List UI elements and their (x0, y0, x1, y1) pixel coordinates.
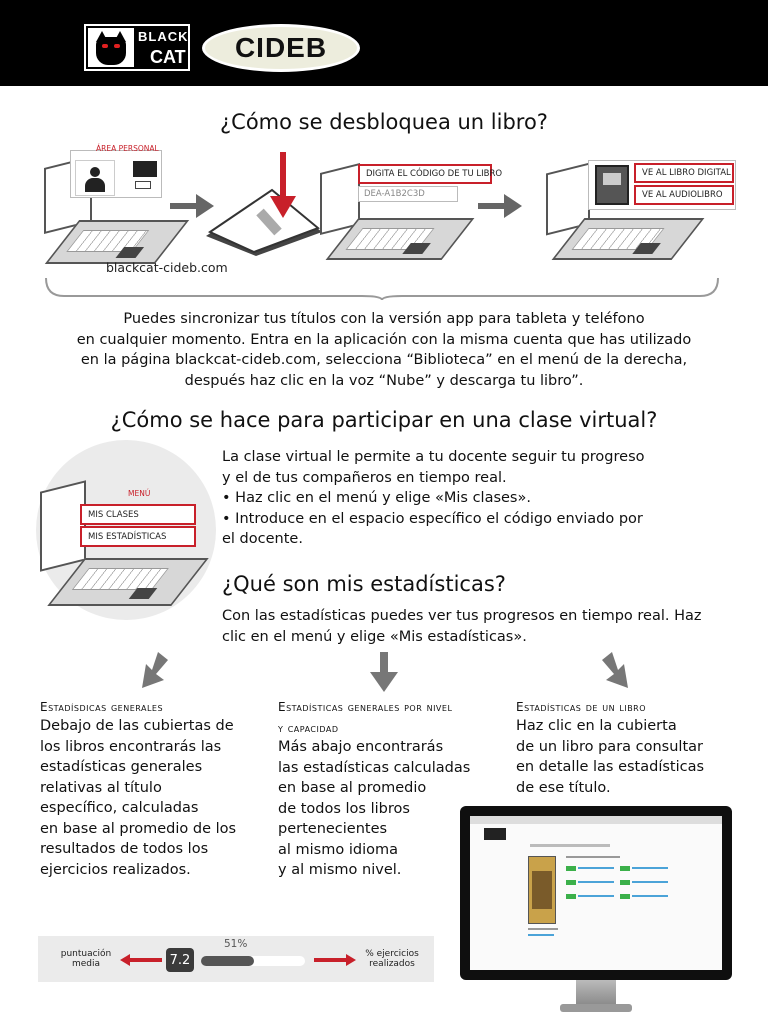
logo-word-cat: CAT (150, 47, 186, 67)
cat-icon (88, 28, 134, 67)
virtual-class-line: y el de tus compañeros en tiempo real. (222, 469, 507, 486)
site-url-label: blackcat-cideb.com (106, 260, 228, 275)
menu-title: MENÚ (128, 489, 151, 498)
code-label-text: DIGITA EL CÓDIGO DE TU LIBRO (366, 169, 503, 179)
general-stats-line: estadísticas generales (40, 759, 203, 775)
general-stats-line: los libros encontrarás las (40, 738, 222, 755)
score-bar-strip (38, 936, 434, 982)
average-score-label-line: puntuación (60, 949, 112, 959)
average-score-label (54, 949, 118, 969)
general-stats-line: ejercicios realizados. (40, 861, 191, 878)
black-cat-logo (84, 24, 190, 71)
level-stats-line: Más abajo encontrarás (278, 739, 444, 755)
average-score-badge: 7.2 (166, 948, 194, 972)
menu-item-my-classes[interactable] (80, 504, 196, 525)
arrow-right-icon (478, 194, 522, 218)
sync-line: en la página blackcat-cideb.com, selecciona “Biblioteca” en el menú de la derecha, (80, 352, 688, 368)
completed-progress-bar (201, 956, 305, 966)
monitor-foot (560, 1004, 632, 1012)
section-unlock-title (0, 110, 768, 134)
personal-area-panel (70, 150, 162, 198)
section-unlock-title-text: ¿Cómo se desbloquea un libro? (220, 110, 548, 134)
completed-exercises-label-line: realizados (369, 959, 415, 969)
book-stats-body (516, 716, 746, 798)
virtual-class-line: • Introduce en el espacio específico el código enviado por (222, 510, 643, 527)
go-to-digital-book-label: VE AL LIBRO DIGITAL (642, 168, 731, 178)
monitor-illustration (460, 806, 732, 980)
go-to-audiobook-button[interactable] (634, 185, 734, 205)
book-stats-heading (516, 697, 746, 718)
arrow-down-icon (368, 652, 400, 694)
code-input-value: DEA-A1B2C3D (364, 189, 425, 199)
sync-paragraph (20, 309, 748, 391)
arrow-right-red-icon (314, 954, 356, 966)
menu-item-my-classes-label: MIS CLASES (88, 509, 139, 520)
book-stats-line: de ese título. (516, 779, 611, 796)
general-stats-heading (40, 697, 270, 718)
completed-exercises-label (356, 949, 428, 969)
level-stats-heading (278, 697, 514, 739)
monitor-stand (576, 980, 616, 1006)
sync-line: después haz clic en la voz “Nube” y descarga tu libro”. (184, 372, 584, 389)
general-stats-body (40, 716, 270, 880)
section-statistics-title: ¿Qué son mis estadísticas? (222, 572, 506, 596)
cideb-logo (202, 24, 360, 72)
section-virtual-class-title (0, 408, 768, 432)
book-stats-heading-line: Estadísticas de un libro (516, 700, 647, 714)
average-score-label-line: media (71, 959, 101, 969)
sync-line: en cualquier momento. Entra en la aplicación con la misma cuenta que has utilizado (76, 331, 692, 348)
statistics-line: Con las estadísticas puedes ver tus progresos en tiempo real. Haz (222, 608, 702, 624)
book-unlock-illustration (204, 152, 324, 256)
virtual-class-line: • Haz clic en el menú y elige «Mis clases». (222, 490, 531, 506)
general-stats-line: en base al promedio de los (40, 820, 237, 837)
level-stats-line: y al mismo nivel. (278, 862, 402, 878)
go-to-audiobook-label: VE AL AUDIOLIBRO (642, 190, 723, 200)
level-stats-heading-line: Estadísticas generales por nivel (278, 700, 453, 714)
statistics-paragraph (222, 606, 752, 647)
dea-logo-icon (135, 181, 151, 189)
sync-line: Puedes sincronizar tus títulos con la versión app para tableta y teléfono (123, 311, 645, 327)
menu-item-my-statistics-label: MIS ESTADÍSTICAS (88, 531, 167, 542)
level-stats-line: las estadísticas calculadas (278, 759, 471, 776)
go-to-digital-book-button[interactable] (634, 163, 734, 183)
completed-percent-label: 51% (224, 938, 248, 950)
statistics-line: clic en el menú y elige «Mis estadísticas». (222, 628, 527, 645)
arrow-down-left-icon (138, 652, 172, 692)
virtual-class-line: el docente. (222, 531, 303, 547)
completed-progress-fill (201, 956, 254, 966)
general-stats-line: específico, calculadas (40, 800, 199, 816)
user-avatar-icon (75, 160, 115, 196)
level-stats-heading-line: y capacidad (278, 721, 339, 735)
level-stats-line: pertenecientes (278, 821, 388, 837)
general-stats-line: Debajo de las cubiertas de (40, 718, 234, 734)
cideb-logo-text: CIDEB (234, 32, 328, 63)
area-personal-label: ÁREA PERSONAL (96, 144, 159, 153)
virtual-class-line: La clase virtual le permite a tu docente seguir tu progreso (222, 449, 645, 465)
book-cover-thumbnail[interactable] (528, 856, 556, 924)
virtual-class-paragraph (222, 447, 742, 550)
header-bar (0, 0, 768, 86)
level-stats-line: al mismo idioma (278, 841, 398, 858)
section-virtual-class-title-text: ¿Cómo se hace para participar en una clase virtual? (110, 408, 658, 432)
book-stats-line: de un libro para consultar (516, 738, 703, 755)
general-stats-heading-line: Estadísdicas generales (40, 700, 164, 714)
code-input-field[interactable] (358, 186, 458, 202)
logo-word-black: BLACK (138, 29, 189, 44)
book-stats-line: en detalle las estadísticas (516, 759, 705, 775)
black-cat-mini-logo (133, 161, 157, 177)
arrow-down-right-icon (598, 652, 632, 692)
general-stats-line: resultados de todos los (40, 841, 209, 857)
completed-exercises-label-line: % ejercicios (365, 949, 419, 959)
book-cover-icon (595, 165, 629, 205)
monitor-screen (470, 816, 722, 970)
level-stats-line: de todos los libros (278, 800, 410, 817)
bracket-divider (44, 276, 720, 302)
book-stats-line: Haz clic en la cubierta (516, 718, 677, 734)
menu-item-my-statistics[interactable] (80, 526, 196, 547)
level-stats-line: en base al promedio (278, 780, 427, 796)
arrow-left-red-icon (120, 954, 162, 966)
general-stats-line: relativas al título (40, 779, 162, 796)
code-label-box (358, 164, 503, 184)
